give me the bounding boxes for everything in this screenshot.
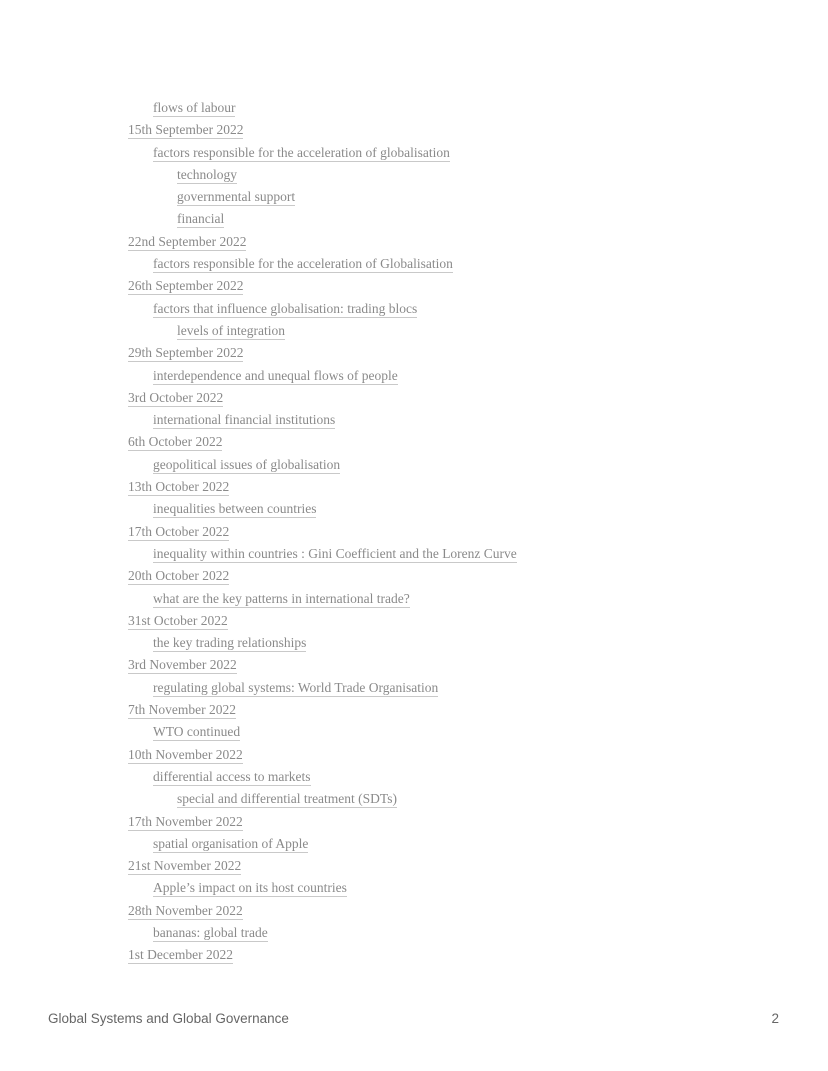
toc-link[interactable]: 17th November 2022 xyxy=(128,813,243,829)
toc-topic-entry xyxy=(0,320,828,342)
footer-document-title: Global Systems and Global Governance xyxy=(48,1011,289,1026)
toc-date-entry xyxy=(0,699,828,721)
toc-link[interactable]: regulating global systems: World Trade Organisation xyxy=(153,679,439,695)
toc-topic-entry xyxy=(0,833,828,855)
toc-date-entry xyxy=(0,476,828,498)
toc-link[interactable]: 29th September 2022 xyxy=(128,345,244,361)
toc-date-entry xyxy=(0,387,828,409)
toc-link[interactable]: 10th November 2022 xyxy=(128,746,243,762)
toc-date-entry xyxy=(0,944,828,966)
toc-link[interactable]: 3rd November 2022 xyxy=(128,657,237,673)
toc-date-entry xyxy=(0,811,828,833)
toc-topic-entry xyxy=(0,186,828,208)
toc-topic-entry xyxy=(0,142,828,164)
toc-topic-entry xyxy=(0,632,828,654)
toc-topic-entry xyxy=(0,97,828,119)
toc-date-entry xyxy=(0,855,828,877)
toc-link[interactable]: governmental support xyxy=(177,189,296,205)
toc-link[interactable]: differential access to markets xyxy=(153,768,311,784)
toc-link[interactable]: 31st October 2022 xyxy=(128,612,228,628)
toc-link[interactable]: 26th September 2022 xyxy=(128,278,244,294)
toc-link[interactable]: 3rd October 2022 xyxy=(128,389,224,405)
toc-date-entry xyxy=(0,431,828,453)
page-number: 2 xyxy=(771,1011,779,1026)
toc-link[interactable]: 1st December 2022 xyxy=(128,947,233,963)
toc-date-entry xyxy=(0,342,828,364)
toc-topic-entry xyxy=(0,766,828,788)
toc-link[interactable]: 13th October 2022 xyxy=(128,479,230,495)
toc-link[interactable]: 22nd September 2022 xyxy=(128,233,247,249)
toc-date-entry xyxy=(0,231,828,253)
toc-date-entry xyxy=(0,900,828,922)
toc-link[interactable]: the key trading relationships xyxy=(153,635,307,651)
toc-link[interactable]: inequalities between countries xyxy=(153,501,317,517)
toc-link[interactable]: 17th October 2022 xyxy=(128,523,230,539)
toc-date-entry xyxy=(0,610,828,632)
toc-link[interactable]: levels of integration xyxy=(177,322,285,338)
toc-link[interactable]: 15th September 2022 xyxy=(128,122,244,138)
toc-topic-entry xyxy=(0,253,828,275)
toc-link[interactable]: geopolitical issues of globalisation xyxy=(153,456,341,472)
toc-link[interactable]: bananas: global trade xyxy=(153,924,268,940)
toc-topic-entry xyxy=(0,498,828,520)
toc-topic-entry xyxy=(0,922,828,944)
toc-date-entry xyxy=(0,521,828,543)
toc-link[interactable]: 6th October 2022 xyxy=(128,434,223,450)
toc-link[interactable]: financial xyxy=(177,211,225,227)
toc-link[interactable]: 20th October 2022 xyxy=(128,568,230,584)
toc-link[interactable]: 7th November 2022 xyxy=(128,702,236,718)
toc-link[interactable]: technology xyxy=(177,166,237,182)
toc-topic-entry xyxy=(0,409,828,431)
toc-link[interactable]: Apple’s impact on its host countries xyxy=(153,880,347,896)
toc-link[interactable]: factors responsible for the acceleration of Globalisation xyxy=(153,256,453,272)
toc-link[interactable]: factors responsible for the acceleration of globalisation xyxy=(153,144,450,160)
toc-link[interactable]: inequality within countries : Gini Coefficient and the Lorenz Curve xyxy=(153,545,517,561)
toc-date-entry xyxy=(0,744,828,766)
toc-date-entry xyxy=(0,275,828,297)
toc-topic-entry xyxy=(0,164,828,186)
toc-link[interactable]: flows of labour xyxy=(153,100,236,115)
toc-date-entry xyxy=(0,565,828,587)
toc-topic-entry xyxy=(0,588,828,610)
toc-date-entry xyxy=(0,119,828,141)
toc-topic-entry xyxy=(0,877,828,899)
toc-topic-entry xyxy=(0,454,828,476)
toc-link[interactable]: factors that influence globalisation: trading blocs xyxy=(153,300,418,316)
table-of-contents xyxy=(0,97,828,967)
toc-link[interactable]: 28th November 2022 xyxy=(128,902,243,918)
toc-topic-entry xyxy=(0,788,828,810)
toc-date-entry xyxy=(0,654,828,676)
toc-topic-entry xyxy=(0,543,828,565)
toc-link[interactable]: interdependence and unequal flows of people xyxy=(153,367,398,383)
toc-link[interactable]: 21st November 2022 xyxy=(128,858,242,874)
toc-link[interactable]: WTO continued xyxy=(153,724,241,740)
toc-link[interactable]: what are the key patterns in international trade? xyxy=(153,590,410,606)
toc-topic-entry xyxy=(0,208,828,230)
toc-topic-entry xyxy=(0,721,828,743)
toc-topic-entry xyxy=(0,677,828,699)
toc-link[interactable]: spatial organisation of Apple xyxy=(153,835,309,851)
toc-topic-entry xyxy=(0,298,828,320)
toc-link[interactable]: special and differential treatment (SDTs) xyxy=(177,791,397,807)
toc-link[interactable]: international financial institutions xyxy=(153,412,336,428)
toc-topic-entry xyxy=(0,365,828,387)
